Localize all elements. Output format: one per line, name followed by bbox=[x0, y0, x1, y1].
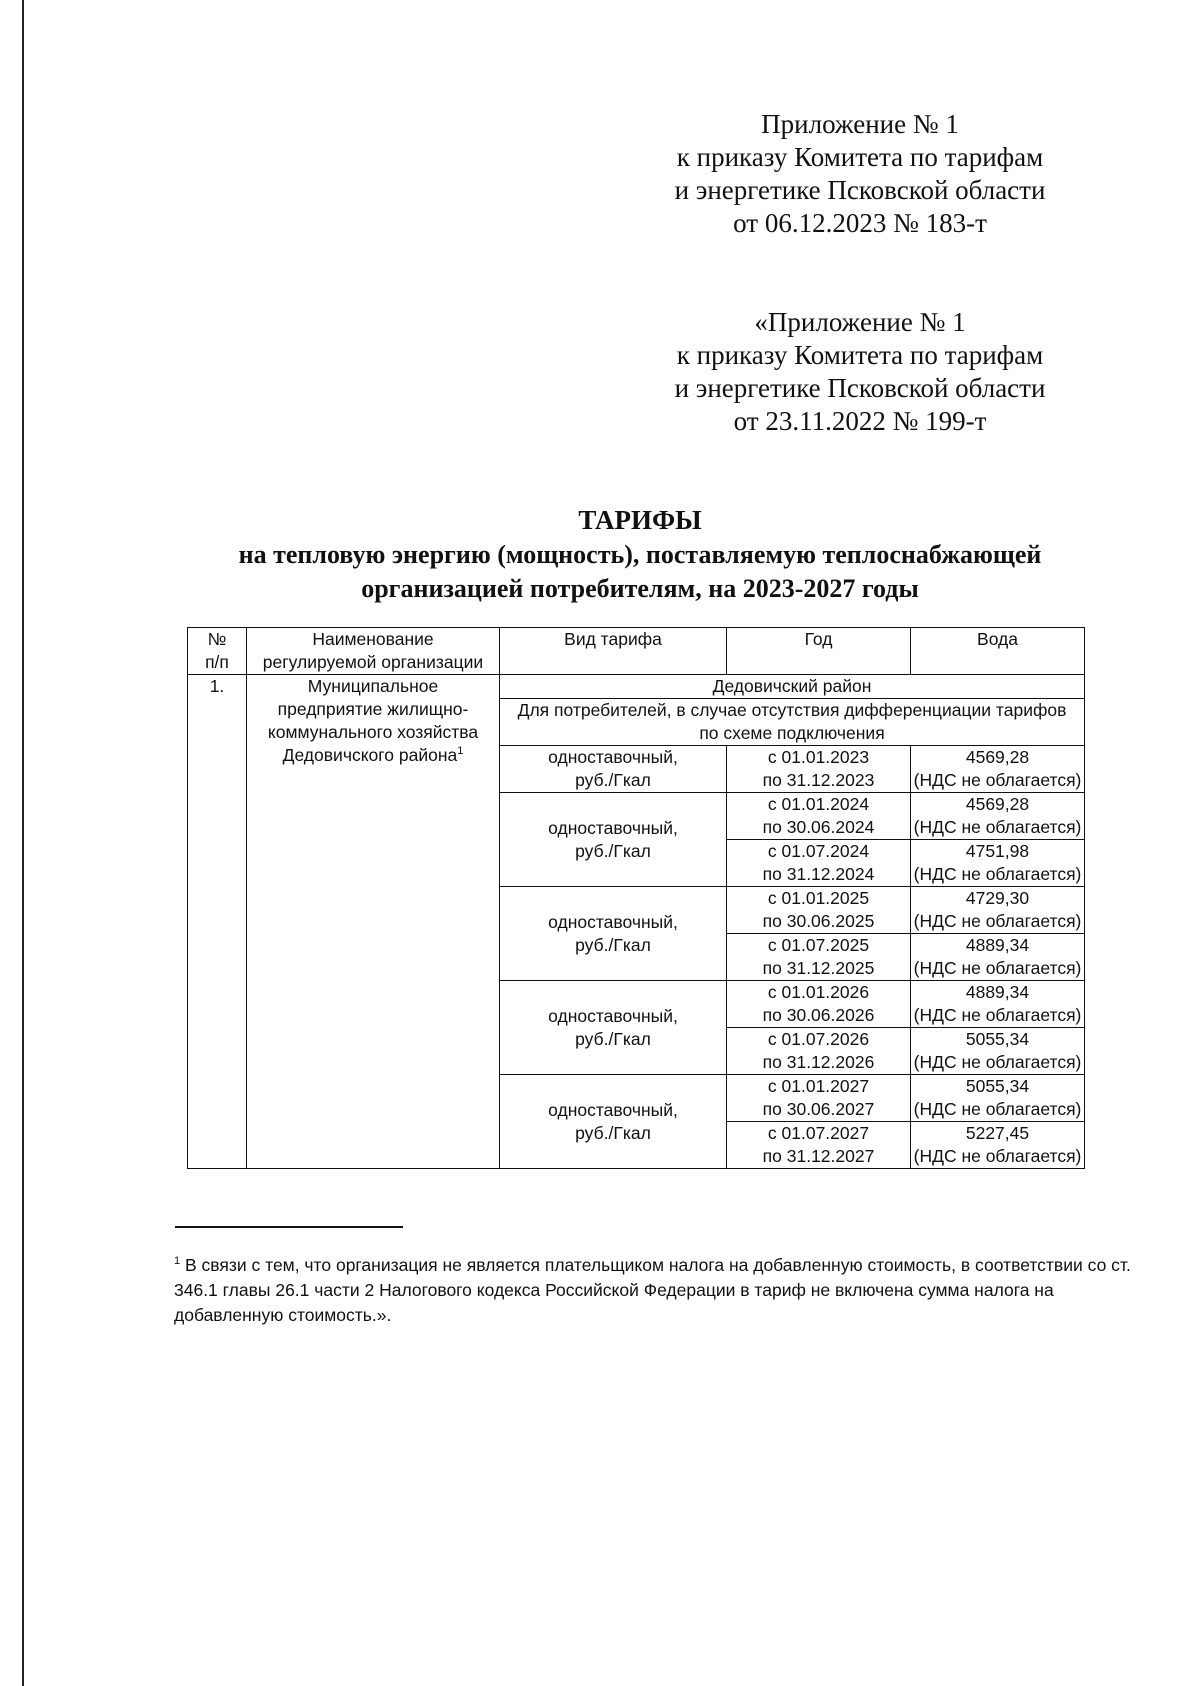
approval-line: и энергетике Псковской области bbox=[674, 373, 1046, 403]
consumer-category: Для потребителей, в случае отсутствия дифференциации тарифов по схеме подключения bbox=[500, 699, 1085, 746]
tariff-type: одноставочный, руб./Гкал bbox=[500, 887, 727, 981]
title-subtitle-line: на тепловую энергию (мощность), поставляемую теплоснабжающей bbox=[238, 540, 1042, 569]
tariff-value: 5227,45 (НДС не облагается) bbox=[911, 1122, 1085, 1169]
footnote-separator bbox=[175, 1226, 403, 1228]
approval-line: и энергетике Псковской области bbox=[674, 175, 1046, 205]
header-water: Вода bbox=[911, 628, 1085, 675]
tariff-type: одноставочный, руб./Гкал bbox=[500, 1075, 727, 1169]
header-number: № п/п bbox=[188, 628, 247, 675]
tariff-value: 4569,28 (НДС не облагается) bbox=[911, 746, 1085, 793]
approval-stamp-previous bbox=[640, 306, 1080, 438]
tariff-period: с 01.01.2024 по 30.06.2024 bbox=[727, 793, 911, 840]
title-subtitle-line: организацией потребителям, на 2023-2027 годы bbox=[361, 574, 919, 603]
footnote-mark: 1 bbox=[174, 1255, 181, 1268]
approval-stamp-current bbox=[640, 108, 1080, 240]
tariff-value: 4889,34 (НДС не облагается) bbox=[911, 934, 1085, 981]
page-left-border bbox=[22, 0, 24, 1686]
org-line: Муниципальное bbox=[307, 676, 439, 696]
district-row bbox=[188, 675, 1085, 699]
org-line: предприятие жилищно- bbox=[277, 699, 469, 719]
tariff-period: с 01.07.2024 по 31.12.2024 bbox=[727, 840, 911, 887]
footnote-text: В связи с тем, что организация не является плательщиком налога на добавленную стоимость, в соответствии со ст. 346.1 главы 26.1 части 2 Налогового кодекса Российской Федерации в тариф не включена сумма налога на добавленную стоимость.». bbox=[174, 1255, 1131, 1325]
district-name: Дедовичский район bbox=[500, 675, 1085, 699]
title-main: ТАРИФЫ bbox=[578, 505, 702, 535]
org-line: Дедовичского района$^1$ bbox=[282, 745, 464, 765]
tariff-table bbox=[187, 627, 1085, 1169]
header-year: Год bbox=[727, 628, 911, 675]
approval-line: от 23.11.2022 № 199-т bbox=[733, 406, 987, 436]
approval-line: к приказу Комитета по тарифам bbox=[676, 340, 1044, 370]
tariff-type: одноставочный, руб./Гкал bbox=[500, 793, 727, 887]
tariff-type: одноставочный, руб./Гкал bbox=[500, 746, 727, 793]
approval-line: «Приложение № 1 bbox=[754, 307, 966, 337]
tariff-period: с 01.07.2027 по 31.12.2027 bbox=[727, 1122, 911, 1169]
tariff-value: 4569,28 (НДС не облагается) bbox=[911, 793, 1085, 840]
tariff-type: одноставочный, руб./Гкал bbox=[500, 981, 727, 1075]
org-line: коммунального хозяйства bbox=[267, 722, 479, 742]
tariff-value: 4729,30 (НДС не облагается) bbox=[911, 887, 1085, 934]
tariff-value: 5055,34 (НДС не облагается) bbox=[911, 1028, 1085, 1075]
tariff-value: 5055,34 (НДС не облагается) bbox=[911, 1075, 1085, 1122]
tariff-period: с 01.01.2025 по 30.06.2025 bbox=[727, 887, 911, 934]
approval-line: Приложение № 1 bbox=[761, 109, 959, 139]
tariff-period: с 01.01.2023 по 31.12.2023 bbox=[727, 746, 911, 793]
document-title bbox=[180, 502, 1100, 606]
tariff-period: с 01.01.2027 по 30.06.2027 bbox=[727, 1075, 911, 1122]
approval-line: к приказу Комитета по тарифам bbox=[676, 142, 1044, 172]
tariff-period: с 01.07.2025 по 31.12.2025 bbox=[727, 934, 911, 981]
header-organization: Наименование регулируемой организации bbox=[247, 628, 500, 675]
footnote-mark: 1 bbox=[457, 745, 464, 758]
row-number: 1. bbox=[188, 675, 247, 1169]
approval-line: от 06.12.2023 № 183-т bbox=[733, 208, 987, 238]
tariff-value: 4751,98 (НДС не облагается) bbox=[911, 840, 1085, 887]
tariff-period: с 01.01.2026 по 30.06.2026 bbox=[727, 981, 911, 1028]
tariff-value: 4889,34 (НДС не облагается) bbox=[911, 981, 1085, 1028]
tariff-period: с 01.07.2026 по 31.12.2026 bbox=[727, 1028, 911, 1075]
header-tariff-type: Вид тарифа bbox=[500, 628, 727, 675]
footnote bbox=[174, 1253, 1134, 1328]
table-header-row bbox=[188, 628, 1085, 675]
organization-name bbox=[247, 675, 500, 1169]
